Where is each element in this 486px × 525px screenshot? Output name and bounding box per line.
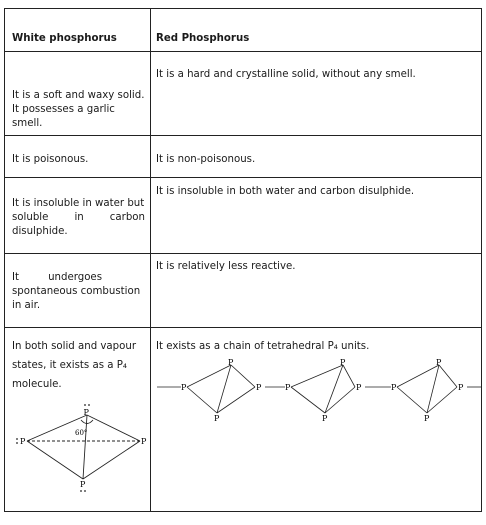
p-atom-label: P (424, 414, 430, 423)
angle-label: 60° (75, 429, 88, 437)
column-divider (150, 9, 151, 511)
p-atom-label: P (458, 383, 464, 392)
white-row-3-line: It is insoluble in water but (12, 198, 145, 209)
white-p4-diagram (13, 395, 149, 503)
row-divider (5, 135, 481, 136)
p-atom-label: P (340, 358, 346, 367)
p-atom-label: P (181, 383, 187, 392)
white-row-5-line: states, it exists as a P₄ (12, 360, 127, 371)
white-row-1-line: It possesses a garlic smell. (12, 104, 115, 129)
p-atom-label: P (256, 383, 262, 392)
white-row-3 (12, 197, 145, 239)
p-atom-label: P (285, 383, 291, 392)
p-atom-label: P (214, 414, 220, 423)
row-divider (5, 51, 481, 52)
red-p4-chain-diagram (155, 349, 481, 429)
p-atom-label: P (322, 414, 328, 423)
white-row-5-line: molecule. (12, 379, 62, 390)
row-divider (5, 177, 481, 178)
white-row-1 (12, 89, 145, 131)
p-atom-label: P (436, 358, 442, 367)
red-row-5: It exists as a chain of tetrahedral P₄ units. (156, 341, 370, 352)
p-atom-label: P (356, 383, 362, 392)
white-row-4 (12, 271, 145, 313)
red-row-3: It is insoluble in both water and carbon disulphide. (156, 186, 415, 197)
row-divider (5, 327, 481, 328)
red-row-4: It is relatively less reactive. (156, 261, 296, 272)
p-atom-label: P (20, 437, 26, 446)
white-row-4-line: spontaneous combustion (12, 286, 141, 297)
white-row-2: It is poisonous. (12, 154, 89, 165)
row-divider (5, 253, 481, 254)
white-row-4-line: in air. (12, 300, 41, 311)
comparison-table (4, 8, 482, 512)
red-row-2: It is non-poisonous. (156, 154, 256, 165)
header-red-phosphorus: Red Phosphorus (156, 33, 250, 44)
white-row-5-line: In both solid and vapour (12, 341, 137, 352)
white-row-3-line: soluble in carbon (12, 212, 145, 223)
red-row-1: It is a hard and crystalline solid, without any smell. (156, 69, 416, 80)
white-row-3-line: disulphide. (12, 226, 68, 237)
p-atom-label: P (141, 437, 147, 446)
p-atom-label: P (391, 383, 397, 392)
header-white-phosphorus: White phosphorus (12, 33, 117, 44)
white-row-1-line: It is a soft and waxy solid. (12, 90, 145, 101)
p-atom-label: P (228, 358, 234, 367)
p-atom-label: P (83, 408, 89, 417)
white-row-5 (12, 337, 145, 394)
p-atom-label: P (80, 480, 86, 489)
white-row-4-line: It undergoes (12, 272, 102, 283)
